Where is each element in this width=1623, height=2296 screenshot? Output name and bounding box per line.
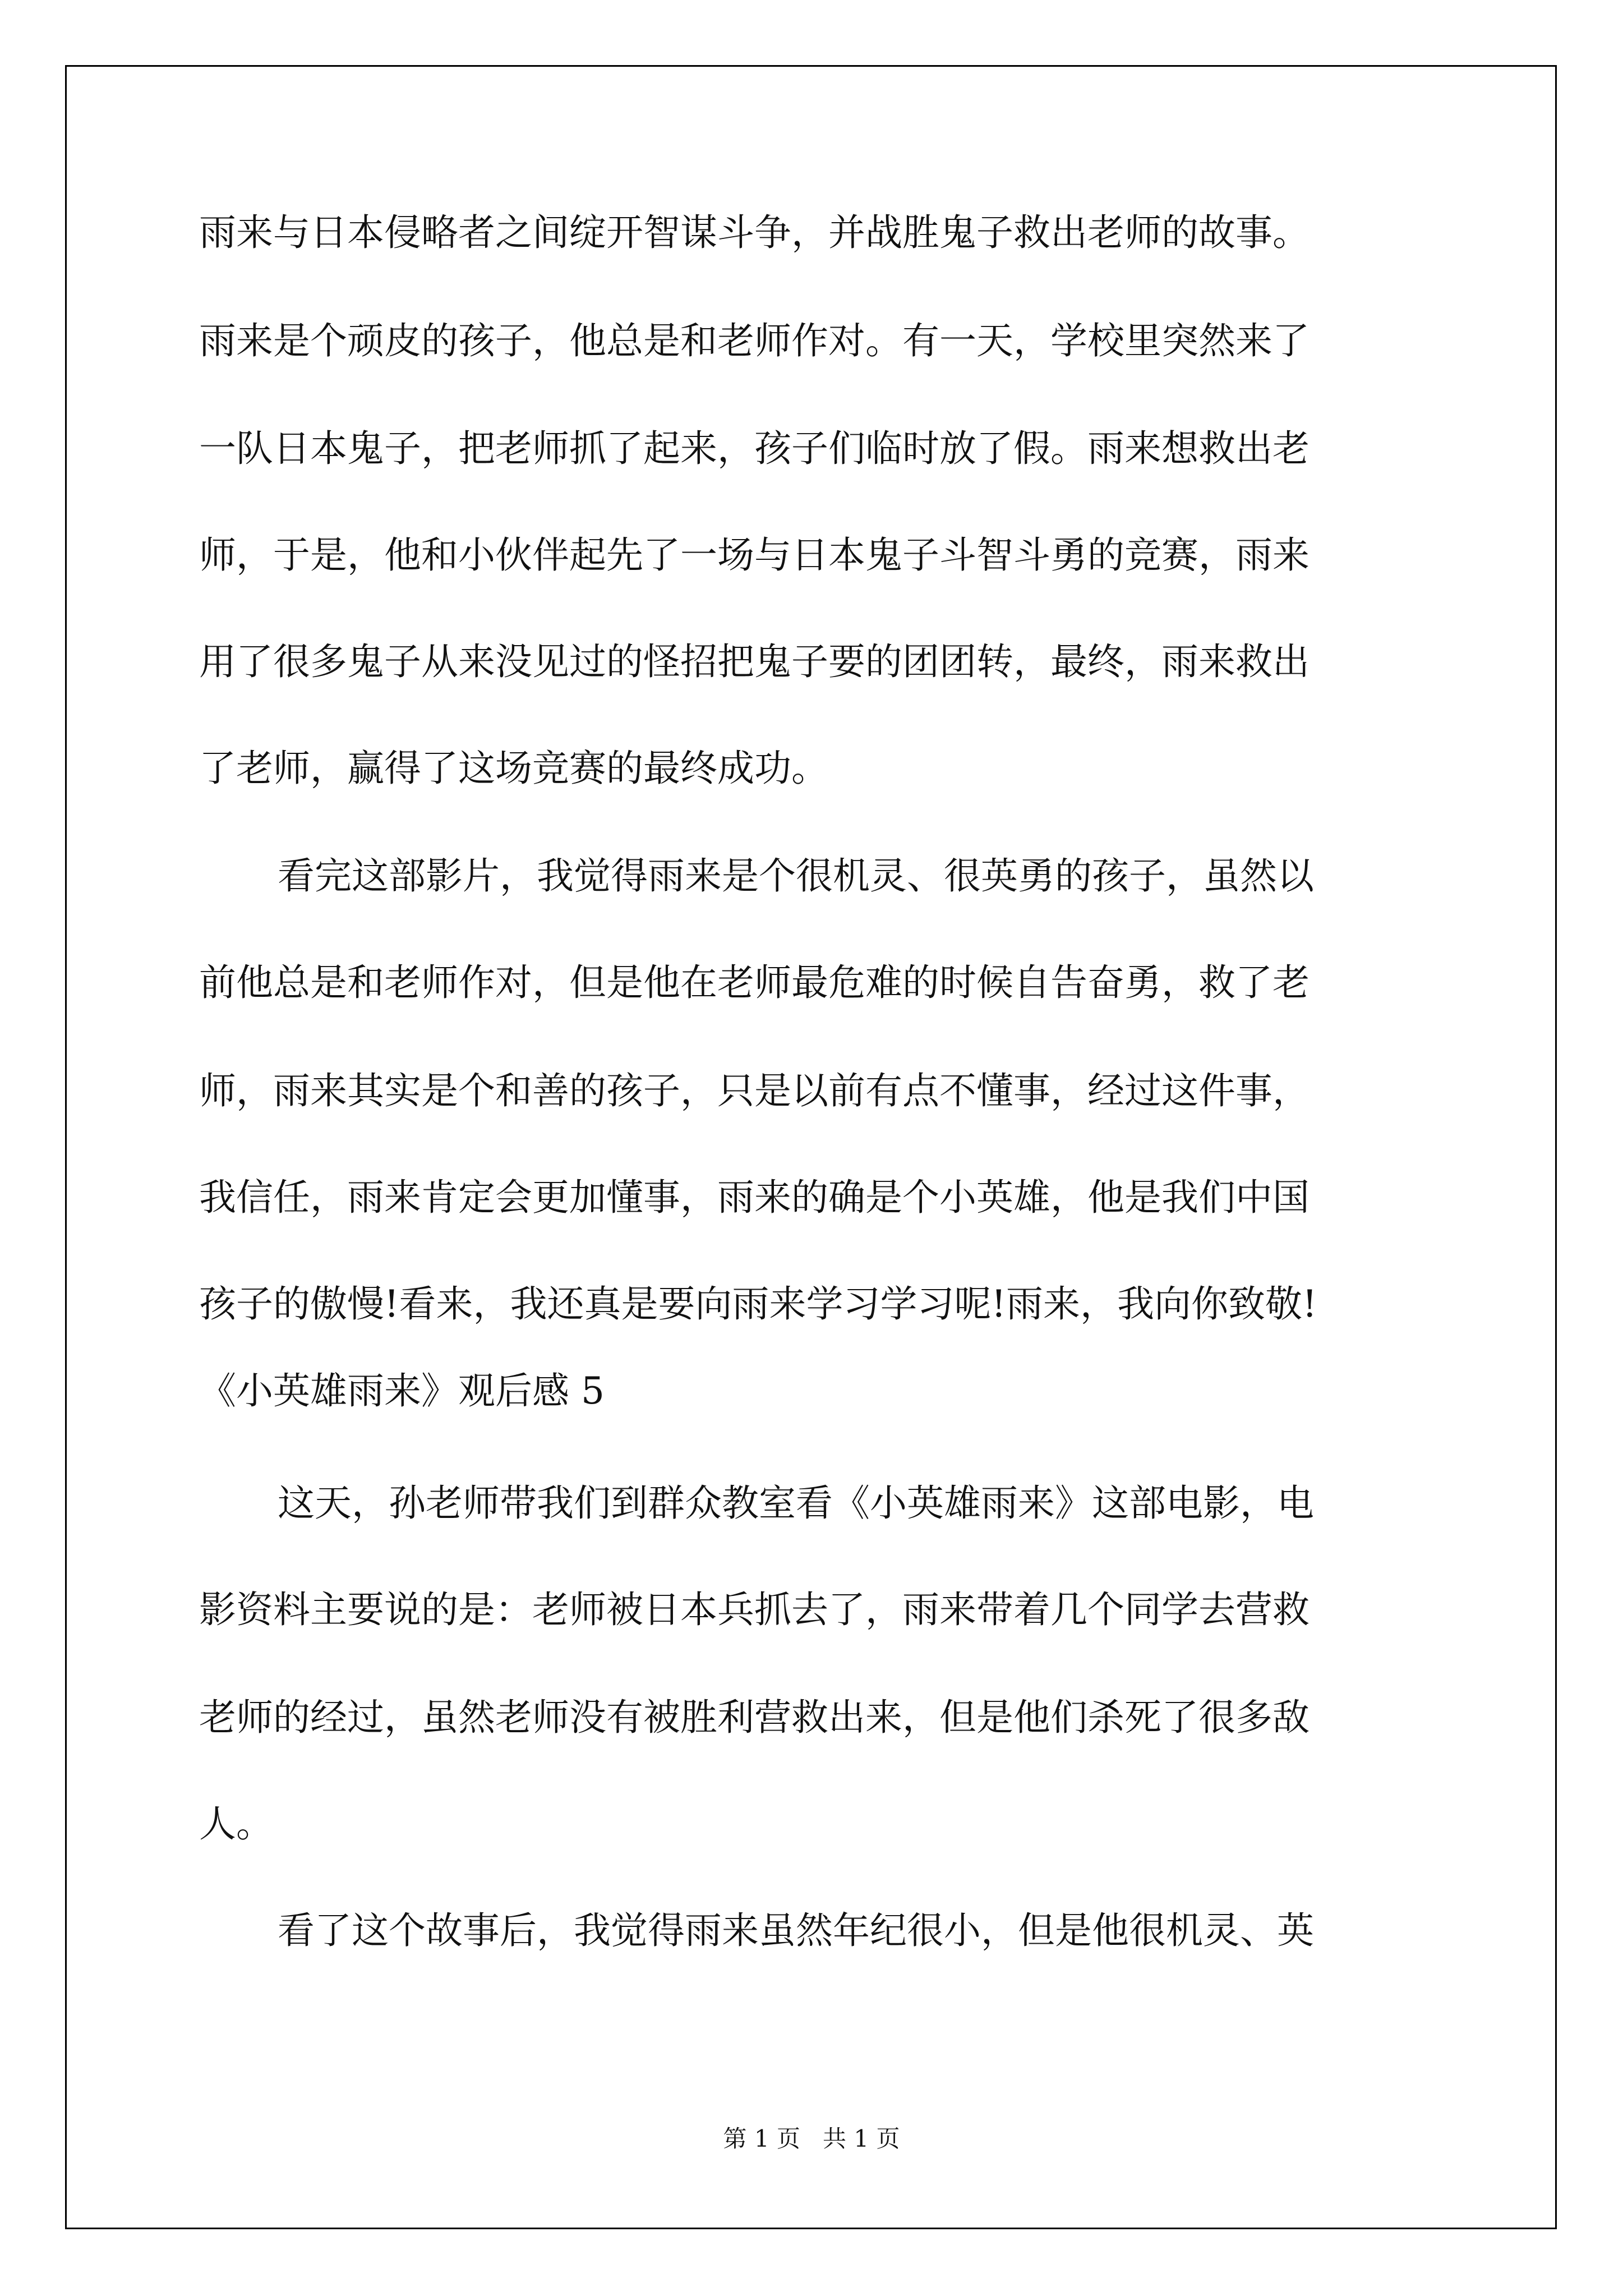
text-line-13: 影资料主要说的是：老师被日本兵抓去了，雨来带着几个同学去营救: [199, 1588, 1310, 1631]
text-line-16: 看了这个故事后，我觉得雨来虽然年纪很小，但是他很机灵、英: [278, 1909, 1314, 1952]
text-line-3: 一队日本鬼子，把老师抓了起来，孩子们临时放了假。雨来想救出老: [199, 427, 1310, 470]
section-heading: 《小英雄雨来》观后感 5: [199, 1369, 605, 1412]
text-line-15: 人。: [199, 1802, 273, 1846]
text-line-6: 了老师，赢得了这场竞赛的最终成功。: [199, 747, 828, 790]
text-line-11: 孩子的傲慢!看来，我还真是要向雨来学习学习呢!雨来，我向你致敬!: [199, 1282, 1317, 1326]
text-line-2: 雨来是个顽皮的孩子，他总是和老师作对。有一天，学校里突然来了: [199, 319, 1310, 362]
text-line-9: 师，雨来其实是个和善的孩子，只是以前有点不懂事，经过这件事，: [199, 1069, 1310, 1112]
text-line-5: 用了很多鬼子从来没见过的怪招把鬼子要的团团转，最终，雨来救出: [199, 640, 1310, 683]
page-indicator: 第 1 页 共 1 页: [723, 2125, 900, 2152]
text-line-1: 雨来与日本侵略者之间绽开智谋斗争，并战胜鬼子救出老师的故事。: [199, 211, 1310, 254]
text-line-10: 我信任，雨来肯定会更加懂事，雨来的确是个小英雄，他是我们中国: [199, 1176, 1310, 1219]
text-line-8: 前他总是和老师作对，但是他在老师最危难的时候自告奋勇，救了老: [199, 961, 1310, 1004]
text-line-4: 师，于是，他和小伙伴起先了一场与日本鬼子斗智斗勇的竞赛，雨来: [199, 533, 1310, 577]
text-line-12: 这天，孙老师带我们到群众教室看《小英雄雨来》这部电影，电: [278, 1481, 1314, 1525]
text-line-14: 老师的经过，虽然老师没有被胜利营救出来，但是他们杀死了很多敌: [199, 1696, 1310, 1739]
text-line-7: 看完这部影片，我觉得雨来是个很机灵、很英勇的孩子，虽然以: [278, 854, 1314, 898]
page-border: [65, 65, 1557, 2229]
